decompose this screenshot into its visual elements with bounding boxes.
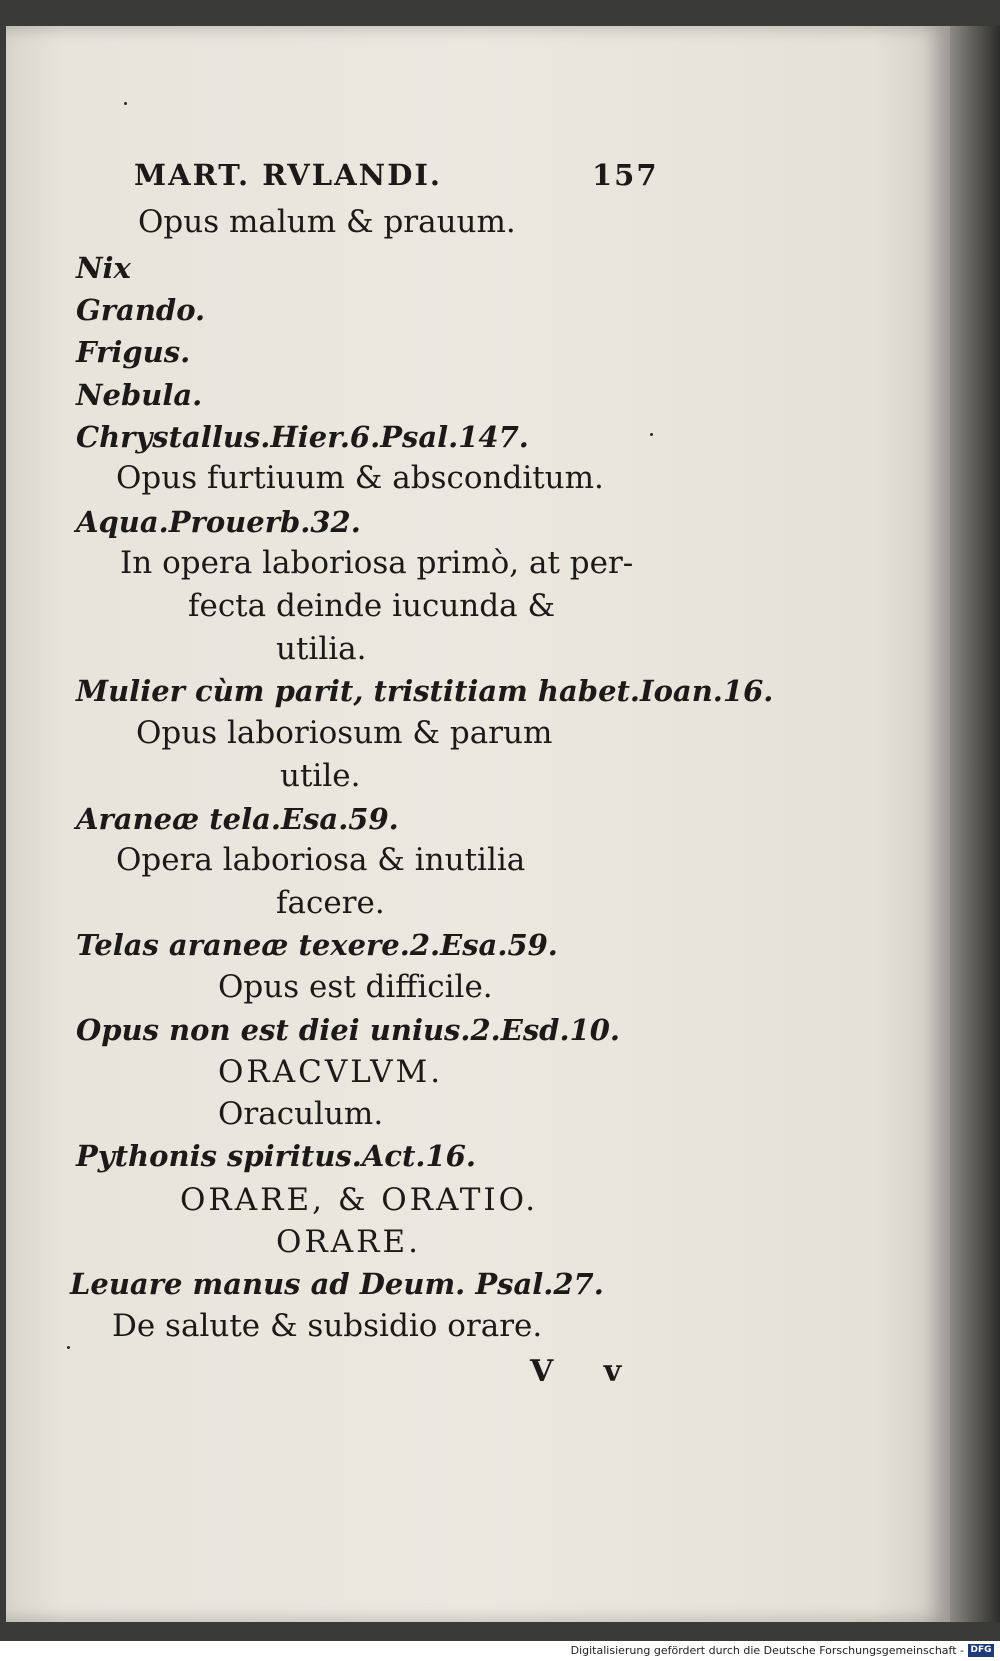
ink-speck [67, 1346, 70, 1349]
text-line: Pythonis spiritus.Act.16. [76, 1139, 476, 1173]
text-line: Oraculum. [218, 1096, 384, 1132]
text-line: facere. [276, 885, 385, 921]
text-line: utile. [280, 758, 361, 794]
running-title: MART. RVLANDI. [134, 158, 443, 192]
footer-credit: Digitalisierung gefördert durch die Deutsche Forschungsgemeinschaft - [570, 1644, 964, 1657]
text-line: Frigus. [76, 335, 191, 369]
page-number: 157 [592, 158, 659, 192]
text-line: Nix [76, 251, 131, 285]
text-line: In opera laboriosa primò, at per- [120, 545, 634, 581]
text-line: De salute & subsidio orare. [112, 1308, 543, 1344]
text-line: fecta deinde iucunda & [188, 588, 556, 624]
text-line: Chrystallus.Hier.6.Psal.147. [76, 420, 529, 454]
text-line: Telas araneæ texere.2.Esa.59. [76, 928, 558, 962]
page-edge-shadow [950, 26, 1000, 1622]
text-line: utilia. [276, 631, 367, 667]
text-line: Araneæ tela.Esa.59. [76, 802, 399, 836]
text-line: Opus malum & prauum. [138, 204, 516, 240]
text-line: Grando. [76, 293, 206, 327]
text-line: Mulier cùm parit, tristitiam habet.Ioan.16. [76, 674, 774, 708]
text-line: Leuare manus ad Deum. Psal.27. [70, 1267, 604, 1301]
text-line: Opus est difficile. [218, 969, 493, 1005]
catchword: V v [530, 1354, 642, 1389]
text-line: Opus laboriosum & parum [136, 715, 553, 751]
section-heading: ORARE, & ORATIO. [180, 1182, 539, 1218]
text-line: Opus non est diei unius.2.Esd.10. [76, 1013, 621, 1047]
section-heading: ORACVLVM. [218, 1054, 444, 1090]
text-line: Aqua.Prouerb.32. [76, 505, 361, 539]
section-heading: ORARE. [276, 1224, 421, 1260]
text-line: Opus furtiuum & absconditum. [116, 460, 604, 496]
ink-speck [650, 433, 653, 436]
text-line: Nebula. [76, 378, 203, 412]
text-line: Opera laboriosa & inutilia [116, 842, 526, 878]
ink-speck [124, 102, 127, 105]
dfg-logo: DFG [968, 1644, 994, 1657]
